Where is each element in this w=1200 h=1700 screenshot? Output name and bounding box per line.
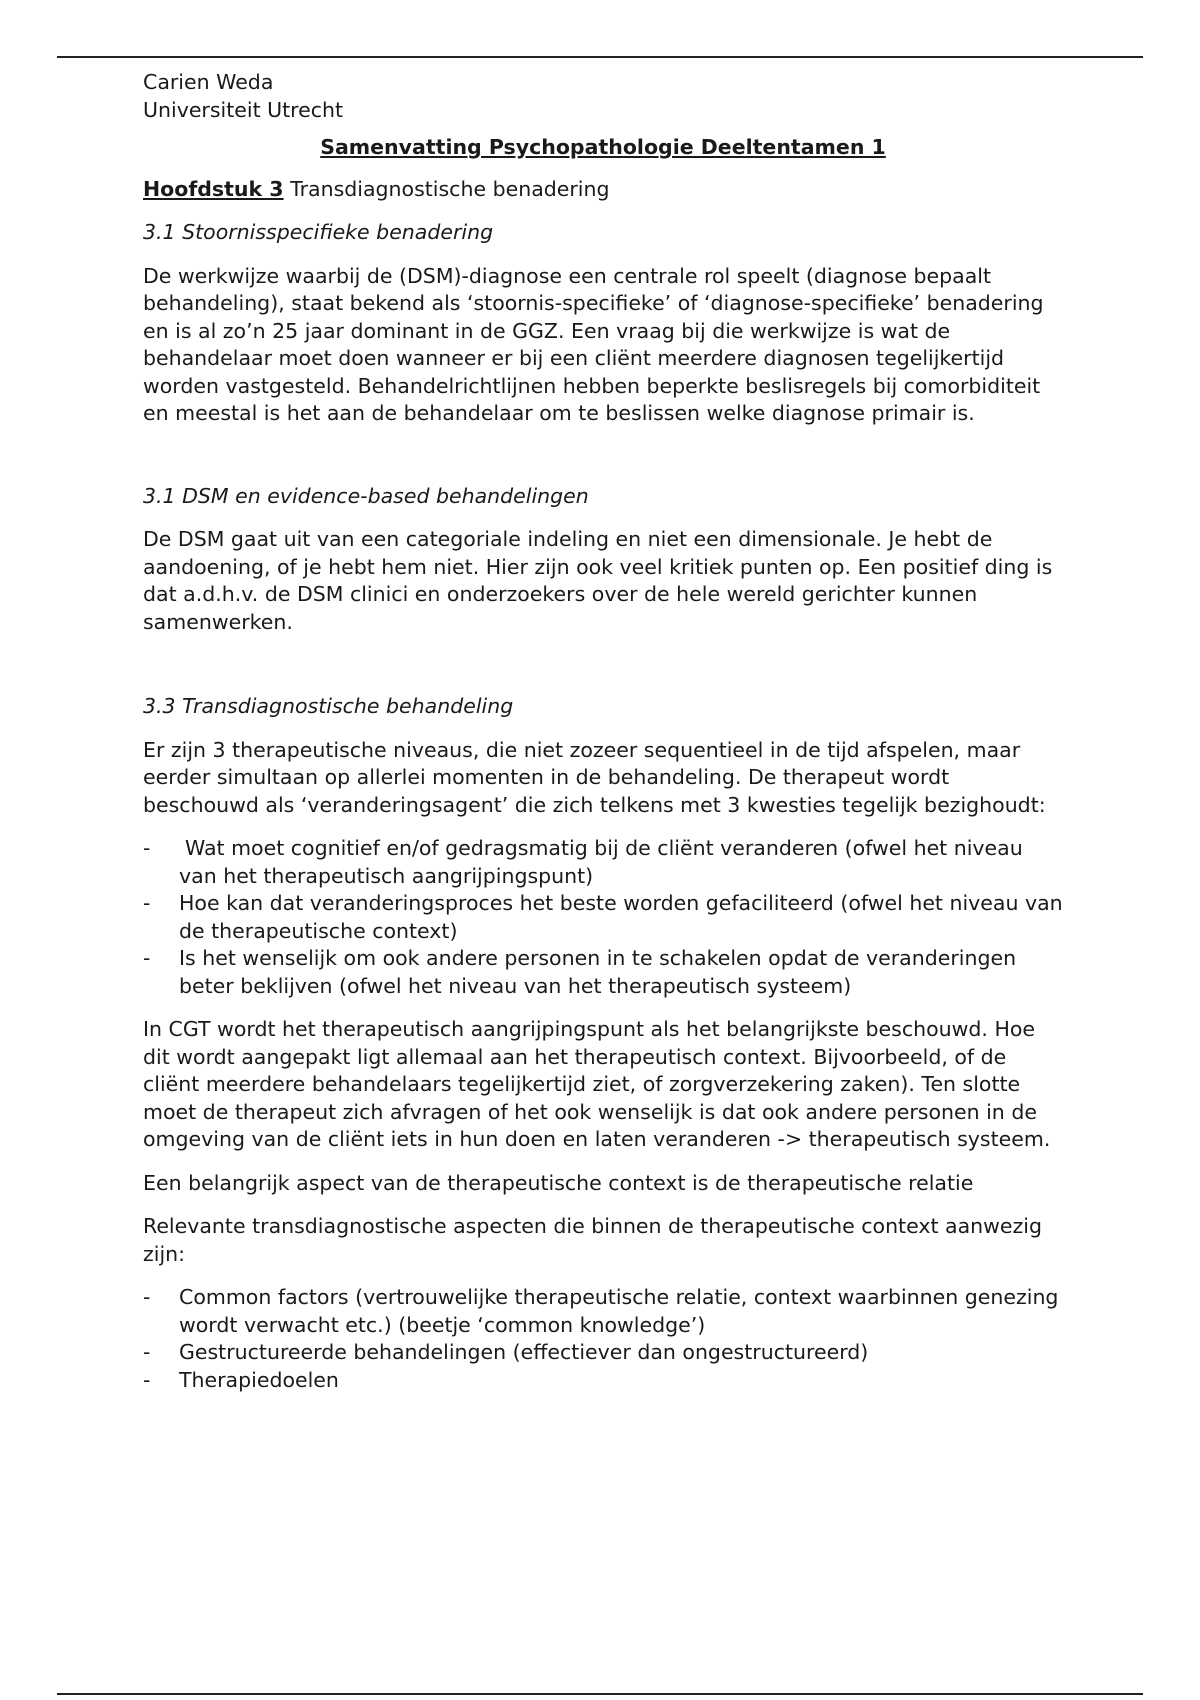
- section-heading-dsm: 3.1 DSM en evidence-based behandelingen: [143, 483, 589, 508]
- list-item: [143, 945, 1063, 1000]
- list-item: [143, 890, 1063, 945]
- list-item-text: Therapiedoelen: [179, 1367, 339, 1392]
- section-paragraph-dsm: De DSM gaat uit van een categoriale indeling en niet een dimensionale. Je hebt de aandoening, of je hebt hem niet. Hier zijn ook veel kritiek punten op. Een positief ding is dat a.d.h.v. de DSM clinici en onderzoekers over de hele wereld gerichter kunnen samenwerken.: [143, 527, 1053, 634]
- list-item: [143, 1284, 1063, 1339]
- relation-paragraph: Een belangrijk aspect van de therapeutische context is de therapeutische relatie: [143, 1170, 974, 1195]
- list-item-text: Gestructureerde behandelingen (effectiever dan ongestructureerd): [179, 1340, 869, 1364]
- footer-rule: [57, 1693, 1143, 1695]
- aspects-intro: Relevante transdiagnostische aspecten die binnen de therapeutische context aanwezig zijn:: [143, 1214, 1042, 1266]
- list-item-text: Common factors (vertrouwelijke therapeutische relatie, context waarbinnen genezing wordt verwacht etc.) (beetje ‘common knowledge’): [179, 1285, 1059, 1337]
- list-item: [143, 1367, 1063, 1395]
- chapter-number: Hoofdstuk 3: [143, 176, 284, 201]
- aspects-list: [143, 1284, 1063, 1394]
- cgt-paragraph: In CGT wordt het therapeutisch aangrijpingspunt als het belangrijkste beschouwd. Hoe dit wordt aangepakt ligt allemaal aan het therapeutisch context. Bijvoorbeeld, of de cliënt meerdere behandelaars tegelijkertijd ziet, of zorgverzekering zaken). Ten slotte moet de therapeut zich afvragen of het ook wenselijk is dat ook andere personen in de omgeving van de cliënt iets in hun doen en laten veranderen -> therapeutisch systeem.: [143, 1017, 1051, 1151]
- document-title: Samenvatting Psychopathologie Deeltentamen 1: [320, 135, 886, 159]
- therapeutic-levels-list: [143, 835, 1063, 1000]
- list-item-text: Is het wenselijk om ook andere personen in te schakelen opdat de veranderingen beter beklijven (ofwel het niveau van het therapeutisch systeem): [179, 946, 1017, 998]
- document-page: [143, 69, 1063, 1394]
- section-intro-transdiagnostisch: Er zijn 3 therapeutische niveaus, die niet zozeer sequentieel in de tijd afspelen, maar eerder simultaan op allerlei momenten in de behandeling. De therapeut wordt beschouwd als ‘veranderingsagent’ die zich telkens met 3 kwesties tegelijk bezighoudt:: [143, 737, 1046, 817]
- chapter-heading: [143, 176, 1063, 204]
- header-rule: [57, 56, 1143, 58]
- author-university: Universiteit Utrecht: [143, 97, 344, 122]
- list-item: [143, 835, 1063, 890]
- section-paragraph-stoornisspecifiek: De werkwijze waarbij de (DSM)-diagnose een centrale rol speelt (diagnose bepaalt behandeling), staat bekend als ‘stoornis-specifieke’ of ‘diagnose-specifieke’ benadering en is al zo’n 25 jaar dominant in de GGZ. Een vraag bij die werkwijze is wat de behandelaar moet doen wanneer er bij een cliënt meerdere diagnosen tegelijkertijd worden vastgesteld. Behandelrichtlijnen hebben beperkte beslisregels bij comorbiditeit en meestal is het aan de behandelaar om te beslissen welke diagnose primair is.: [143, 263, 1044, 425]
- section-heading-transdiagnostisch: 3.3 Transdiagnostische behandeling: [143, 694, 514, 718]
- author-name: Carien Weda: [143, 70, 274, 94]
- author-block: [143, 69, 1063, 124]
- list-item-text: Wat moet cognitief en/of gedragsmatig bij de cliënt veranderen (ofwel het niveau van het therapeutisch aangrijpingspunt): [179, 836, 1023, 888]
- list-item: [143, 1339, 1063, 1367]
- section-heading-stoornisspecifiek: 3.1 Stoornisspecifieke benadering: [143, 220, 494, 244]
- list-item-text: Hoe kan dat veranderingsproces het beste worden gefaciliteerd (ofwel het niveau van de therapeutische context): [179, 891, 1063, 943]
- chapter-title: Transdiagnostische benadering: [290, 176, 610, 201]
